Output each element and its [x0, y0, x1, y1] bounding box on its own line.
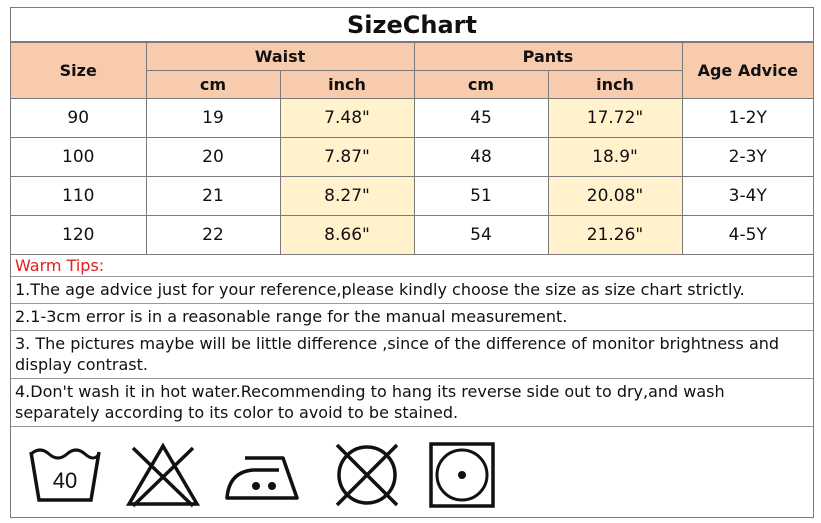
waist-inch-header: inch	[280, 71, 414, 99]
size-cell: 90	[11, 99, 146, 138]
table-row	[11, 177, 813, 216]
age-cell: 1-2Y	[682, 99, 813, 138]
age-advice-header: Age Advice	[682, 43, 813, 99]
size-chart-frame	[10, 7, 814, 518]
size-table	[11, 42, 813, 255]
pants-inch-cell: 21.26"	[548, 216, 682, 255]
waist-header: Waist	[146, 43, 414, 71]
pants-header: Pants	[414, 43, 682, 71]
waist-cm-cell: 20	[146, 138, 280, 177]
iron-medium-icon	[223, 440, 303, 510]
wash-40-icon	[25, 440, 105, 510]
waist-inch-cell: 7.48"	[280, 99, 414, 138]
warm-tips	[11, 253, 813, 427]
tumble-dry-normal-icon	[423, 440, 503, 510]
pants-cm-cell: 45	[414, 99, 548, 138]
pants-inch-cell: 17.72"	[548, 99, 682, 138]
wash-temp-label: 40	[52, 468, 78, 493]
waist-cm-cell: 19	[146, 99, 280, 138]
do-not-bleach-icon	[123, 440, 203, 510]
warm-tips-heading: Warm Tips:	[11, 253, 813, 277]
waist-cm-cell: 21	[146, 177, 280, 216]
pants-inch-cell: 18.9"	[548, 138, 682, 177]
pants-inch-cell: 20.08"	[548, 177, 682, 216]
table-row	[11, 99, 813, 138]
table-row	[11, 138, 813, 177]
care-icons	[11, 436, 813, 516]
tip-item: 4.Don't wash it in hot water.Recommending to hang its reverse side out to dry,and wash separately according to its color to avoid to be stained.	[11, 379, 813, 427]
tip-item: 3. The pictures maybe will be little difference ,since of the difference of monitor brightness and display contrast.	[11, 331, 813, 379]
pants-cm-header: cm	[414, 71, 548, 99]
waist-inch-cell: 8.66"	[280, 216, 414, 255]
size-header: Size	[11, 43, 146, 99]
age-cell: 4-5Y	[682, 216, 813, 255]
tip-item: 1.The age advice just for your reference,please kindly choose the size as size chart strictly.	[11, 277, 813, 304]
size-cell: 110	[11, 177, 146, 216]
size-cell: 100	[11, 138, 146, 177]
waist-cm-cell: 22	[146, 216, 280, 255]
tip-item: 2.1-3cm error is in a reasonable range for the manual measurement.	[11, 304, 813, 331]
table-header-row	[11, 43, 813, 71]
pants-inch-header: inch	[548, 71, 682, 99]
do-not-tumble-dry-icon	[327, 440, 407, 510]
age-cell: 3-4Y	[682, 177, 813, 216]
page-title: SizeChart	[11, 8, 813, 42]
size-cell: 120	[11, 216, 146, 255]
age-cell: 2-3Y	[682, 138, 813, 177]
waist-inch-cell: 7.87"	[280, 138, 414, 177]
pants-cm-cell: 48	[414, 138, 548, 177]
table-row	[11, 216, 813, 255]
pants-cm-cell: 51	[414, 177, 548, 216]
waist-inch-cell: 8.27"	[280, 177, 414, 216]
waist-cm-header: cm	[146, 71, 280, 99]
pants-cm-cell: 54	[414, 216, 548, 255]
